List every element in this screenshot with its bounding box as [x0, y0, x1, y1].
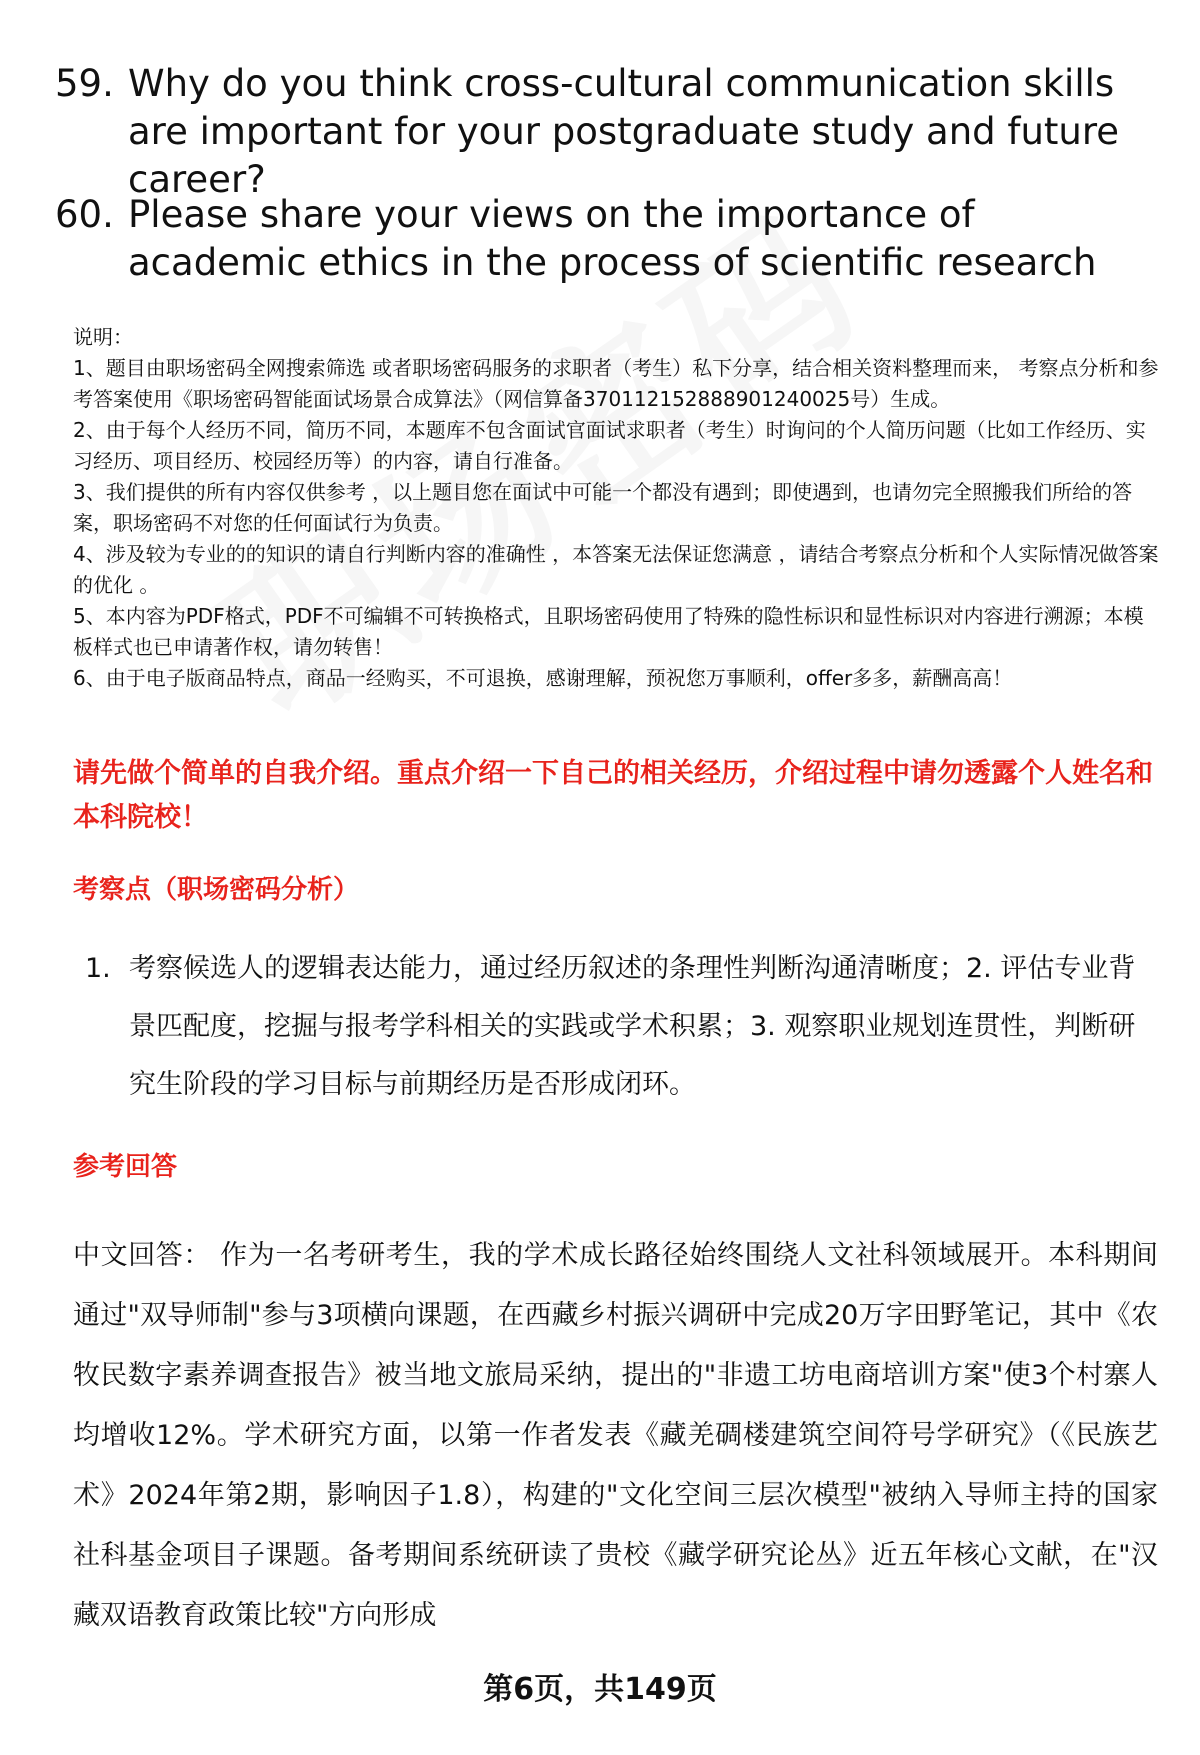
kaocha-number: 1. [85, 953, 111, 984]
notes-item: 4、涉及较为专业的的知识的请自行判断内容的准确性 ，本答案无法保证您满意 ，请结合考察点分析和个人实际情况做答案的优化 。 [73, 542, 1159, 597]
notes-item: 2、由于每个人经历不同，简历不同，本题库不包含面试官面试求职者（考生）时询问的个人简历问题（比如工作经历、实习经历、项目经历、校园经历等）的内容，请自行准备。 [73, 418, 1146, 473]
interview-prompt: 请先做个简单的自我介绍。重点介绍一下自己的相关经历，介绍过程中请勿透露个人姓名和本科院校！ [73, 758, 1153, 833]
notes-section [73, 322, 1163, 694]
answer-heading: 参考回答 [73, 1152, 178, 1182]
notes-item: 5、本内容为PDF格式，PDF不可编辑不可转换格式，且职场密码使用了特殊的隐性标识和显性标识对内容进行溯源；本模板样式也已申请著作权，请勿转售！ [73, 604, 1144, 659]
question-number: 60. [55, 193, 114, 236]
notes-item: 1、题目由职场密码全网搜索筛选 或者职场密码服务的求职者（考生）私下分享，结合相关资料整理而来， 考察点分析和参考答案使用《职场密码智能面试场景合成算法》（网信算备370112152888901240025号）生成。 [73, 356, 1159, 411]
question-number: 59. [55, 62, 114, 105]
notes-item: 3、我们提供的所有内容仅供参考 ，以上题目您在面试中可能一个都没有遇到；即使遇到，也请勿完全照搬我们所给的答案，职场密码不对您的任何面试行为负责。 [73, 480, 1133, 535]
notes-item: 6、由于电子版商品特点，商品一经购买，不可退换，感谢理解，预祝您万事顺利，offer多多，薪酬高高！ [73, 666, 1013, 690]
question-text: Please share your views on the importance of academic ethics in the process of scientific research [128, 193, 1097, 284]
answer-text: 中文回答： 作为一名考研考生，我的学术成长路径始终围绕人文社科领域展开。本科期间通过"双导师制"参与3项横向课题，在西藏乡村振兴调研中完成20万字田野笔记，其中《农牧民数字素养调查报告》被当地文旅局采纳，提出的"非遗工坊电商培训方案"使3个村寨人均增收12%。学术研究方面，以第一作者发表《藏羌碉楼建筑空间符号学研究》（《民族艺术》2024年第2期，影响因子1.8），构建的"文化空间三层次模型"被纳入导师主持的国家社科基金项目子课题。备考期间系统研读了贵校《藏学研究论丛》近五年核心文献，在"汉藏双语教育政策比较"方向形成 [73, 1240, 1158, 1631]
question-59 [55, 60, 1155, 204]
kaocha-body [80, 940, 1160, 1114]
question-60 [55, 191, 1155, 287]
question-text: Why do you think cross-cultural communication skills are important for your postgraduate study and future career? [128, 62, 1120, 201]
notes-title: 说明： [73, 325, 133, 349]
kaocha-text: 考察候选人的逻辑表达能力，通过经历叙述的条理性判断沟通清晰度；2. 评估专业背景匹配度，挖掘与报考学科相关的实践或学术积累；3. 观察职业规划连贯性，判断研究生阶段的学习目标与前期经历是否形成闭环。 [129, 953, 1136, 1100]
page-footer: 第6页，共149页 [483, 1672, 717, 1707]
kaocha-heading: 考察点（职场密码分析） [73, 875, 360, 905]
